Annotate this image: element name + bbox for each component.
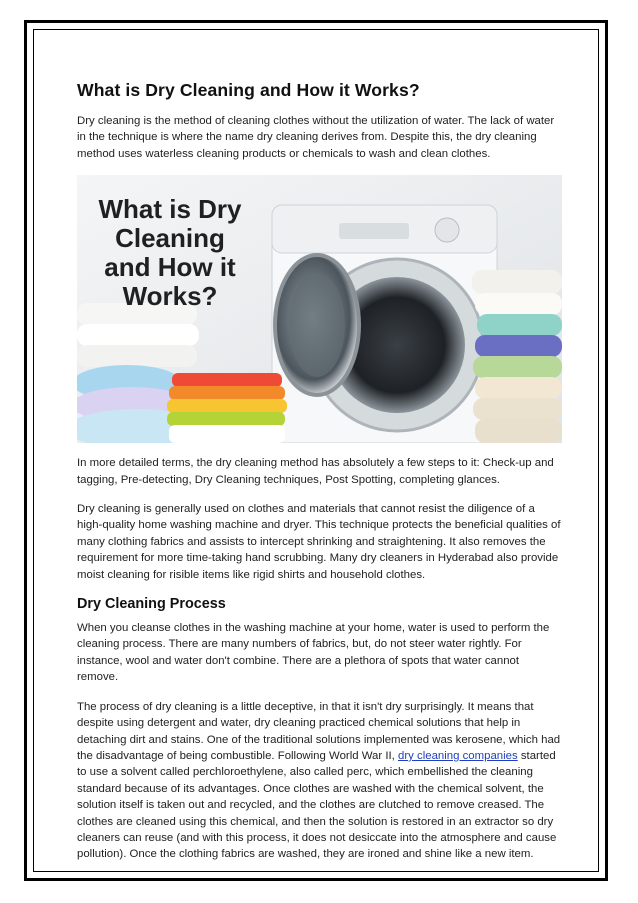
section-heading: Dry Cleaning Process — [77, 596, 226, 613]
process-paragraph-2 — [77, 699, 562, 863]
article-title: What is Dry Cleaning and How it Works? — [77, 80, 420, 100]
process-paragraph-1: When you cleanse clothes in the washing machine at your home, water is used to perform the cleaning process. There are many numbers of fabrics, but, do not steer water rightly. For instance, wool and water don't combine. There are a plethora of spots that water cannot remove. — [77, 622, 550, 684]
hero-image — [77, 175, 562, 443]
process-text-before: The process of dry cleaning is a little deceptive, in that it isn't dry surprisingly. It means that despite using detergent and water, dry cleaning practiced chemical solutions that help in detaching dirt and stains. One of the traditional solutions implemented was kerosene, which had the disadvantage of being combustible. Following World War II, — [77, 700, 561, 762]
intro-paragraph: Dry cleaning is the method of cleaning clothes without the utilization of water. The lack of water in the technique is where the name dry cleaning derives from. Despite this, the dry cleaning method uses waterless cleaning products or chemicals to wash and clean clothes. — [77, 115, 555, 160]
dry-cleaning-companies-link[interactable]: dry cleaning companies — [398, 749, 518, 762]
steps-paragraph: In more detailed terms, the dry cleaning method has absolutely a few steps to it: Check-up and tagging, Pre-detecting, Dry Cleaning techniques, Post Spotting, completing glances. — [77, 457, 554, 486]
process-text-after: started to use a solvent called perchloroethylene, also called perc, which embellished the cleaning standard because of its advantages. Once clothes are washed with the chemical solvent, the solution itself is taken out and recycled, and the clothes are clutched to remove creased. The clothes are cleaned using this chemical, and then the solution is restored in an extractor so dry cleaners can reuse (and with this process, it does not desiccate into the atmosphere and cause pollution). Once the clothing fabrics are washed, they are ironed and shine like a new item. — [77, 749, 557, 861]
hero-image-title: What is Dry Cleaning and How it Works? — [98, 194, 242, 312]
usage-paragraph: Dry cleaning is generally used on clothes and materials that cannot resist the diligence of a high-quality home washing machine and dryer. This technique protects the beneficial qualities of many clothing fabrics and assists to intercept shrinking and straightening. It also removes the requirement for more time-taking hand scrubbing. Many dry cleaners in Hyderabad also provide moist cleaning for risible items like rigid shirts and household clothes. — [77, 503, 561, 581]
article — [77, 80, 562, 876]
